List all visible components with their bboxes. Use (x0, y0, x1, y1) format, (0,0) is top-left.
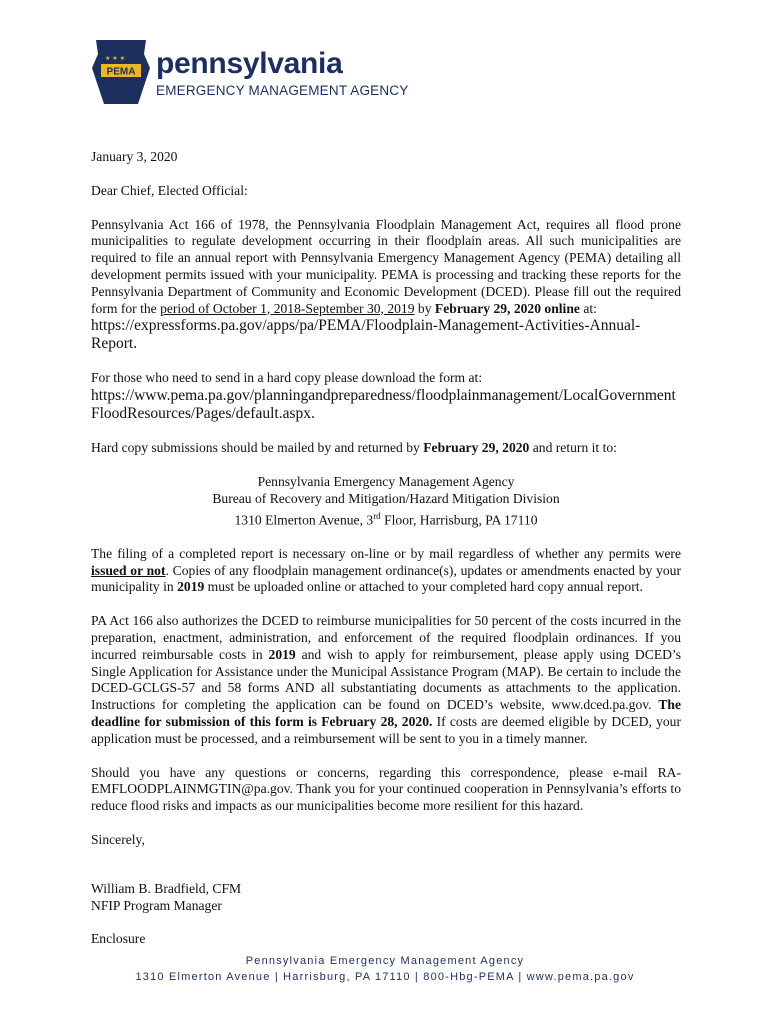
paragraph-contact: Should you have any questions or concerns, regarding this correspondence, please e-mail RA-EMFLOODPLAINMGTIN@pa.gov. Thank you for your continued cooperation in Pennsylvania’s efforts to reduce flood risks and impacts as our municipalities become more resilient for this hazard. (91, 764, 681, 814)
issued-or-not: issued or not (91, 562, 166, 578)
paragraph-filing: The filing of a completed report is necessary on-line or by mail regardless of whether any permits were issued or not. Copies of any floodplain management ordinance(s), updates or amendments enacted by your municipality in 2019 must be uploaded online or attached to your completed hard copy annual report. (91, 545, 682, 595)
signer-title: NFIP Program Manager (91, 897, 222, 913)
letter-date: January 3, 2020 (91, 149, 178, 164)
mail-deadline: February 29, 2020 (423, 440, 530, 456)
logo-title: pennsylvania (156, 47, 343, 80)
pa-keystone-logo (92, 40, 150, 104)
closing: Sincerely, (91, 832, 145, 848)
footer-address: 1310 Elmerton Avenue | Harrisburg, PA 17110 | 800-Hbg-PEMA | www.pema.pa.gov (135, 971, 635, 983)
svg-text:PEMA: PEMA (106, 66, 136, 78)
paragraph-reimbursement: PA Act 166 also authorizes the DCED to reimburse municipalities for 50 percent of the costs incurred in the preparation, enactment, administration, and enforcement of the required floodplain ordinances. If you incurred reimbursable costs in 2019 and wish to apply for reimbursement, please apply using DCED’s Single Application for Assistance under the Municipal Assistance Program (MAP). Be certain to include the DCED-GCLGS-57 and 58 forms AND all substantiating documents as attachments to the application. Instructions for completing the application can be found on DCED’s website, www.dced.pa.gov. The deadline for submission of this form is February 28, 2020. If costs are deemed eligible by DCED, your application must be processed, and a reimbursement will be sent to you in a timely manner. (91, 613, 682, 746)
signer-name: William B. Bradfield, CFM (91, 880, 242, 896)
paragraph-intro: Pennsylvania Act 166 of 1978, the Pennsylvania Floodplain Management Act, requires all flood prone municipalities to regulate development occurring in their floodplain areas. All such municipalities are required to file an annual report with Pennsylvania Emergency Management Agency (PEMA) detailing all development permits issued with your municipality. PEMA is processing and tracking these reports for the Pennsylvania Department of Community and Economic Development (DCED). Please fill out the required form for the period of October 1, 2018-September 30, 2019 by February 29, 2020 online at: https://expressforms.pa.gov/apps/pa/PEMA/Floodplain-Management-Activities-Annual-Report. (91, 216, 681, 353)
footer-agency: Pennsylvania Emergency Management Agency (245, 955, 525, 967)
reporting-period: period of October 1, 2018-September 30, 2019 (160, 300, 415, 316)
mailing-address: Pennsylvania Emergency Management Agency Bureau of Recovery and Mitigation/Hazard Mitigation Division 1310 Elmerton Avenue, 3rd Floor, Harrisburg, PA 17110 (212, 473, 560, 528)
online-deadline: February 29, 2020 online (434, 300, 580, 316)
svg-text:★ ★ ★: ★ ★ ★ (105, 55, 125, 62)
submission-deadline: The deadline for submission of this form is February 28, 2020. (91, 697, 681, 730)
salutation: Dear Chief, Elected Official: (91, 182, 248, 198)
signature-block (91, 881, 681, 915)
agency-wordmark (156, 48, 408, 99)
paragraph-hardcopy-download: For those who need to send in a hard copy please download the form at: https://www.pema.pa.gov/planningandpreparedness/floodplainmanagement/LocalGovernmentFloodResources/Pages/default.aspx. (91, 370, 676, 423)
online-form-url[interactable]: https://expressforms.pa.gov/apps/pa/PEMA/Floodplain-Management-Activities-Annual-Report. (91, 317, 641, 353)
logo-subtitle: EMERGENCY MANAGEMENT AGENCY (156, 83, 409, 98)
enclosure: Enclosure (91, 931, 146, 947)
paragraph-mail: Hard copy submissions should be mailed by and returned by February 29, 2020 and return it to: (91, 440, 617, 456)
download-form-url[interactable]: https://www.pema.pa.gov/planningandpreparedness/floodplainmanagement/LocalGovernmentFloodResources/Pages/default.aspx. (91, 387, 676, 423)
letter-body (91, 149, 681, 965)
